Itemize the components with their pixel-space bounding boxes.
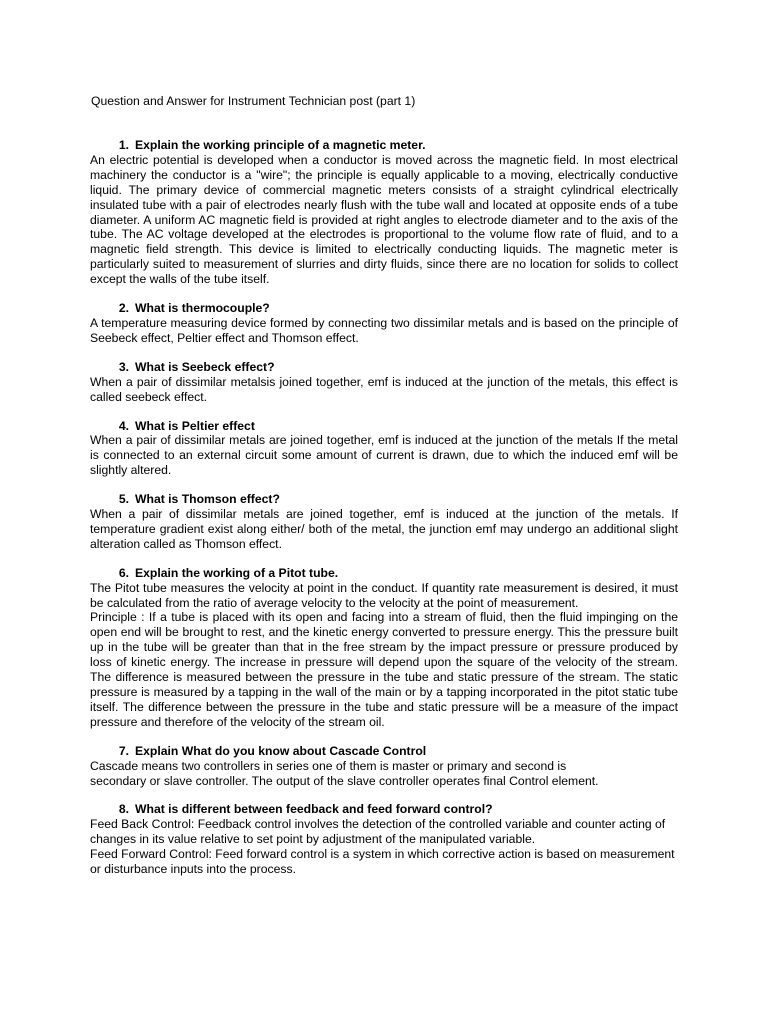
qa-item-7	[90, 744, 678, 789]
question-number: 7.	[118, 743, 129, 758]
question-number: 2.	[118, 301, 129, 316]
answer-paragraph: Feed Back Control: Feedback control involves the detection of the controlled variable and counter acting of changes in its value relative to set point by adjustment of the manipulated variable.	[90, 817, 666, 847]
question-heading	[90, 360, 678, 375]
question-number: 6.	[118, 565, 129, 580]
question-heading	[90, 301, 678, 316]
qa-item-2	[90, 301, 678, 346]
question-number: 8.	[118, 802, 129, 817]
answer-paragraph: The Pitot tube measures the velocity at point in the conduct. If quantity rate measurement is desired, it must be calculated from the ratio of average velocity to the velocity at the point of measurement.	[90, 580, 678, 610]
qa-item-6	[90, 566, 678, 730]
question-number: 3.	[118, 359, 129, 374]
answer-paragraph: When a pair of dissimilar metals are joined together, emf is induced at the junction of the metals. If temperature gradient exist along either/ both of the metal, the junction emf may undergo an additional slight alteration called as Thomson effect.	[90, 507, 678, 551]
qa-item-8	[90, 802, 678, 877]
answer-paragraph: Principle : If a tube is placed with its open and facing into a stream of fluid, then the fluid impinging on the open end will be brought to rest, and the kinetic energy converted to pressure energy. This the pressure built up in the tube will be greater than that in the free stream by the impact pressure or pressure produced by loss of kinetic energy. The increase in pressure will depend upon the square of the velocity of the stream. The difference is measured between the pressure in the tube and static pressure of the stream. The static pressure is measured by a tapping in the wall of the main or by a tapping incorporated in the pitot static tube itself. The difference between the pressure in the tube and static pressure will be a measure of the impact pressure and therefore of the velocity of the stream oil.	[90, 610, 678, 729]
question-heading	[90, 802, 678, 817]
question-heading	[90, 566, 678, 581]
document-body	[90, 138, 678, 891]
answer-paragraph: secondary or slave controller. The output of the slave controller operates final Control element.	[90, 773, 599, 788]
question-text: Explain What do you know about Cascade Control	[135, 743, 427, 758]
document-title: Question and Answer for Instrument Technician post (part 1)	[91, 94, 416, 108]
answer-paragraph: A temperature measuring device formed by connecting two dissimilar metals and is based on the principle of Seebeck effect, Peltier effect and Thomson effect.	[90, 315, 678, 345]
qa-item-3	[90, 360, 678, 405]
question-text: What is Thomson effect?	[135, 492, 280, 507]
qa-item-4	[90, 419, 678, 479]
answer-paragraph: Cascade means two controllers in series one of them is master or primary and second is	[90, 758, 567, 773]
question-text: What is Seebeck effect?	[135, 359, 275, 374]
question-number: 5.	[118, 492, 129, 507]
question-text: What is Peltier effect	[135, 418, 255, 433]
answer-paragraph: An electric potential is developed when a conductor is moved across the magnetic field. In most electrical machinery the conductor is a "wire"; the principle is equally applicable to a moving, electrically conductive liquid. The primary device of commercial magnetic meters consists of a straight cylindrical electrically insulated tube with a pair of electrodes nearly flush with the tube wall and located at opposite ends of a tube diameter. A uniform AC magnetic field is provided at right angles to electrode diameter and to the axis of the tube. The AC voltage developed at the electrodes is proportional to the volume flow rate of fluid, and to a magnetic field strength. This device is limited to electrically conducting liquids. The magnetic meter is particularly suited to measurement of slurries and dirty fluids, since there are no location for solids to collect except the walls of the tube itself.	[90, 152, 678, 287]
question-heading	[90, 419, 678, 434]
question-text: What is different between feedback and feed forward control?	[135, 802, 493, 817]
question-text: Explain the working principle of a magnetic meter.	[135, 138, 426, 152]
question-heading	[90, 138, 678, 153]
question-number: 1.	[118, 138, 129, 152]
question-heading	[90, 744, 678, 759]
answer-paragraph: When a pair of dissimilar metals are joined together, emf is induced at the junction of the metals If the metal is connected to an external circuit some amount of current is drawn, due to which the induced emf will be slightly altered.	[90, 433, 678, 478]
qa-item-5	[90, 492, 678, 552]
question-text: What is thermocouple?	[135, 301, 270, 316]
question-text: Explain the working of a Pitot tube.	[135, 565, 339, 580]
question-number: 4.	[118, 418, 129, 433]
answer-paragraph: Feed Forward Control: Feed forward control is a system in which corrective action is based on measurement or disturbance inputs into the process.	[90, 847, 675, 877]
question-heading	[90, 492, 678, 507]
qa-item-1	[90, 138, 678, 287]
answer-paragraph: When a pair of dissimilar metalsis joined together, emf is induced at the junction of the metals, this effect is called seebeck effect.	[90, 374, 678, 404]
